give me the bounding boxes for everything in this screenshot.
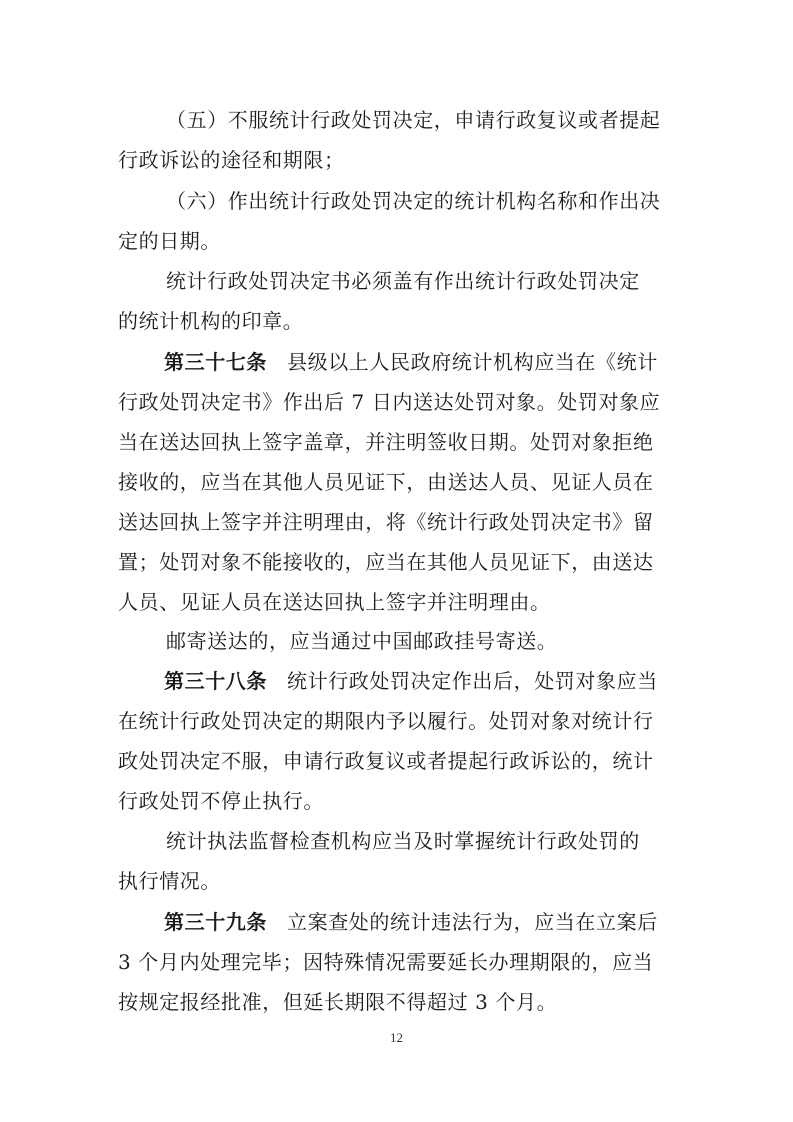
article-39-first-line: [164, 909, 658, 935]
article-37-line: 接收的，应当在其他人员见证下，由送达人员、见证人员在: [118, 470, 654, 494]
item-five-line2: 行政诉讼的途径和期限；: [118, 148, 345, 172]
article-37-first-line: [164, 349, 658, 375]
article-38-heading: 第三十八条: [164, 669, 267, 693]
seal-paragraph-line1: 统计行政处罚决定书必须盖有作出统计行政处罚决定: [166, 269, 640, 293]
seal-paragraph-line2: 的统计机构的印章。: [118, 309, 304, 333]
article-38-line: 行政处罚不停止执行。: [118, 789, 324, 813]
article-39-heading: 第三十九条: [164, 910, 267, 934]
article-37-line: 置；处罚对象不能接收的，应当在其他人员见证下，由送达: [118, 550, 654, 574]
article-39-line: 按规定报经批准，但延长期限不得超过 3 个月。: [118, 990, 558, 1014]
article-37-line: 人员、见证人员在送达回执上签字并注明理由。: [118, 590, 551, 614]
enforcement-paragraph-line2: 执行情况。: [118, 869, 221, 893]
article-38-line: 在统计行政处罚决定的期限内予以履行。处罚对象对统计行: [118, 709, 654, 733]
article-37-line: 行政处罚决定书》作出后 7 日内送达处罚对象。处罚对象应: [118, 390, 661, 414]
enforcement-paragraph-line1: 统计执法监督检查机构应当及时掌握统计行政处罚的: [166, 829, 640, 853]
article-38-first-line: [164, 668, 658, 694]
article-37-text: 县级以上人民政府统计机构应当在《统计: [287, 350, 658, 374]
item-five-line1: （五）不服统计行政处罚决定，申请行政复议或者提起: [166, 108, 661, 132]
article-39-line: 3 个月内处理完毕；因特殊情况需要延长办理期限的，应当: [118, 950, 654, 974]
article-37-line: 当在送达回执上签字盖章，并注明签收日期。处罚对象拒绝: [118, 430, 654, 454]
article-37-line: 送达回执上签字并注明理由，将《统计行政处罚决定书》留: [118, 510, 654, 534]
item-six-line1: （六）作出统计行政处罚决定的统计机构名称和作出决: [166, 189, 661, 213]
page-number: 12: [390, 1030, 403, 1045]
mail-delivery-paragraph: 邮寄送达的，应当通过中国邮政挂号寄送。: [166, 629, 558, 653]
article-39-text: 立案查处的统计违法行为，应当在立案后: [287, 910, 658, 934]
article-38-line: 政处罚决定不服，申请行政复议或者提起行政诉讼的，统计: [118, 749, 654, 773]
item-six-line2: 定的日期。: [118, 229, 221, 253]
article-38-text: 统计行政处罚决定作出后，处罚对象应当: [287, 669, 658, 693]
article-37-heading: 第三十七条: [164, 350, 267, 374]
